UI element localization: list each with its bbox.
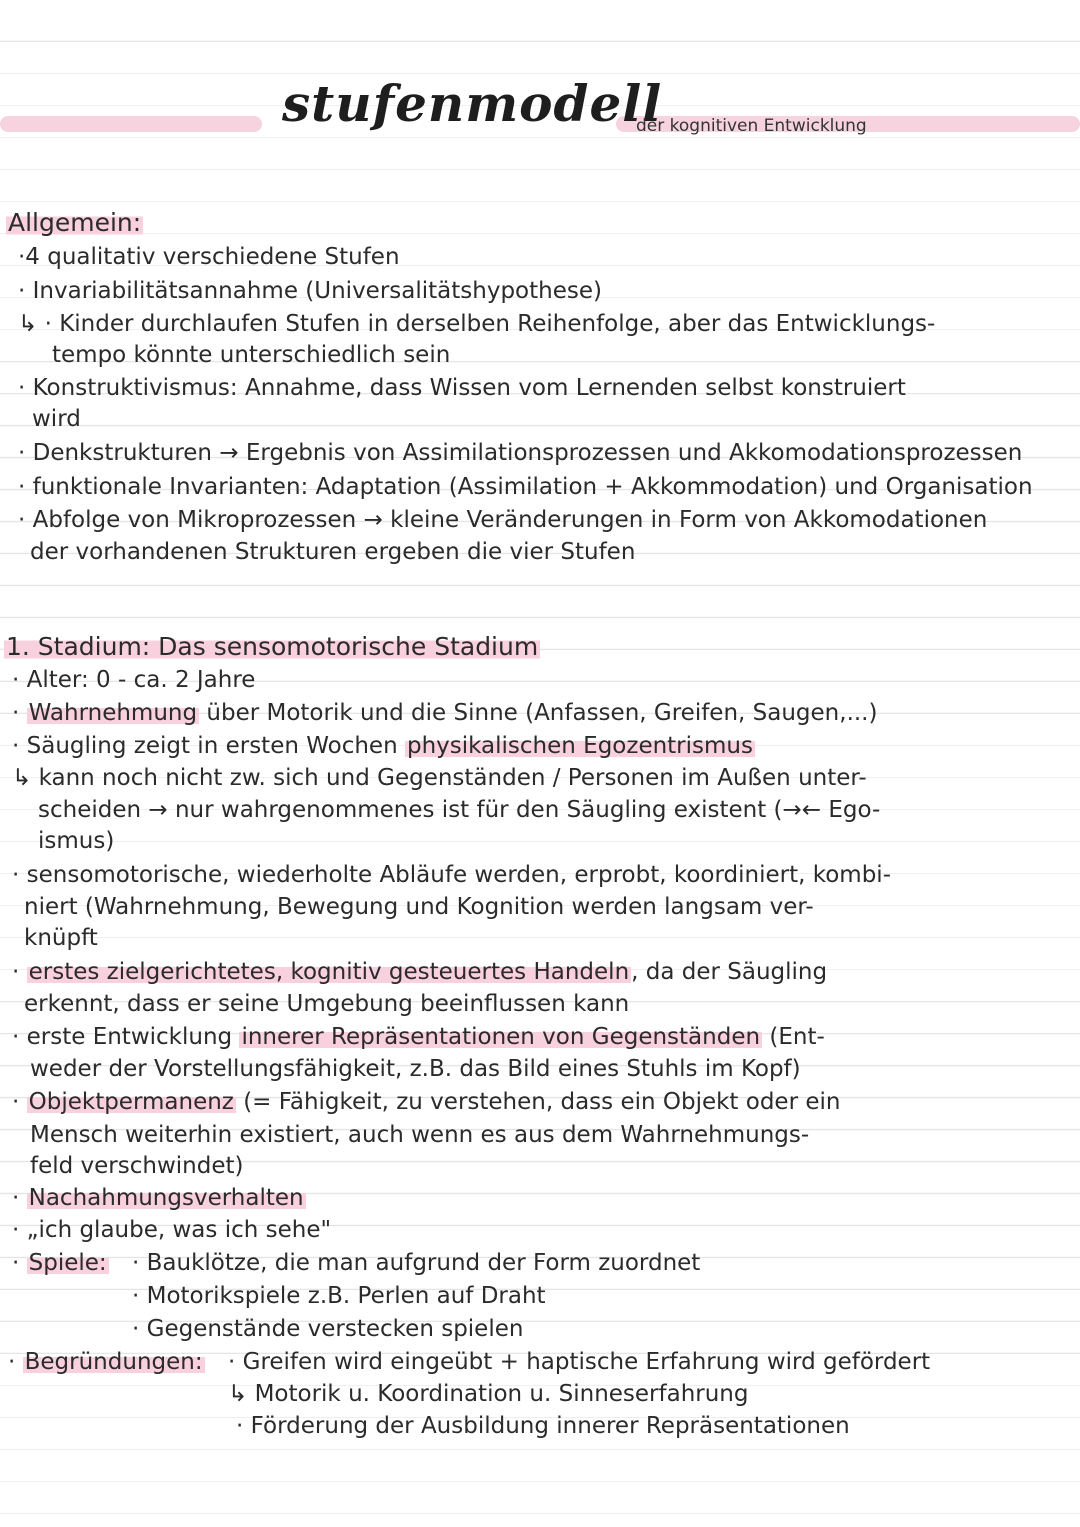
note-line: · funktionale Invarianten: Adaptation (Assimilation + Akkommodation) und Organisation [18, 474, 1033, 500]
note-line: ↳ · Kinder durchlaufen Stufen in derselben Reihenfolge, aber das Entwicklungs- [18, 311, 936, 337]
note-line: Mensch weiterhin existiert, auch wenn es aus dem Wahrnehmungs- [30, 1122, 810, 1148]
note-line: der vorhandenen Strukturen ergeben die vier Stufen [30, 539, 636, 565]
note-line-objektpermanenz: · Objektpermanenz (= Fähigkeit, zu verstehen, dass ein Objekt oder ein [12, 1089, 841, 1115]
begruendungen-item: · Greifen wird eingeübt + haptische Erfahrung wird gefördert [228, 1349, 931, 1375]
section-heading-stadium-1: 1. Stadium: Das sensomotorische Stadium [6, 632, 539, 661]
note-line-nachahmung: · Nachahmungsverhalten [12, 1185, 304, 1211]
note-line-saeugling: · Säugling zeigt in ersten Wochen physikalischen Egozentrismus [12, 733, 753, 759]
spiele-label: · Spiele: [12, 1250, 107, 1276]
page-title: stufenmodell [282, 74, 663, 133]
begruendungen-label: · Begründungen: [8, 1349, 203, 1375]
note-line: ·4 qualitativ verschiedene Stufen [18, 244, 400, 270]
note-line: · sensomotorische, wiederholte Abläufe werden, erprobt, koordiniert, kombi- [12, 862, 891, 888]
section-heading-allgemein: Allgemein: [8, 208, 142, 237]
note-line: ↳ kann noch nicht zw. sich und Gegenständen / Personen im Außen unter- [12, 765, 867, 791]
spiele-item: · Motorikspiele z.B. Perlen auf Draht [132, 1283, 546, 1309]
note-line: · „ich glaube, was ich sehe" [12, 1217, 332, 1243]
note-line-erstes-handeln: · erstes zielgerichtetes, kognitiv gesteuertes Handeln, da der Säugling [12, 959, 828, 985]
title-highlight-left [0, 116, 262, 132]
note-line: · Denkstrukturen → Ergebnis von Assimilationsprozessen und Akkomodationsprozessen [18, 440, 1023, 466]
note-line: · Abfolge von Mikroprozessen → kleine Veränderungen in Form von Akkomodationen [18, 507, 988, 533]
age-line: · Alter: 0 - ca. 2 Jahre [12, 667, 256, 693]
note-line: scheiden → nur wahrgenommenes ist für den Säugling existent (→← Ego- [38, 797, 881, 823]
note-line: knüpft [24, 925, 98, 951]
note-line: erkennt, dass er seine Umgebung beeinflussen kann [24, 991, 630, 1017]
note-line: feld verschwindet) [30, 1153, 244, 1179]
spiele-item: · Gegenstände verstecken spielen [132, 1316, 524, 1342]
begruendungen-item: ↳ Motorik u. Koordination u. Sinneserfahrung [228, 1381, 749, 1407]
note-line-wahrnehmung: · Wahrnehmung über Motorik und die Sinne (Anfassen, Greifen, Saugen,...) [12, 700, 878, 726]
page-subtitle: der kognitiven Entwicklung [636, 116, 867, 136]
spiele-item: · Bauklötze, die man aufgrund der Form zuordnet [132, 1250, 701, 1276]
note-line: wird [32, 406, 81, 432]
note-line: niert (Wahrnehmung, Bewegung und Kognition werden langsam ver- [24, 894, 814, 920]
begruendungen-item: · Förderung der Ausbildung innerer Repräsentationen [236, 1413, 850, 1439]
note-line: tempo könnte unterschiedlich sein [52, 342, 451, 368]
note-line: · Invariabilitätsannahme (Universalitätshypothese) [18, 278, 602, 304]
note-line: weder der Vorstellungsfähigkeit, z.B. das Bild eines Stuhls im Kopf) [30, 1056, 801, 1082]
note-line-innere-repraesentationen: · erste Entwicklung innerer Repräsentationen von Gegenständen (Ent- [12, 1024, 825, 1050]
note-line: · Konstruktivismus: Annahme, dass Wissen vom Lernenden selbst konstruiert [18, 375, 906, 401]
note-line: ismus) [38, 828, 115, 854]
